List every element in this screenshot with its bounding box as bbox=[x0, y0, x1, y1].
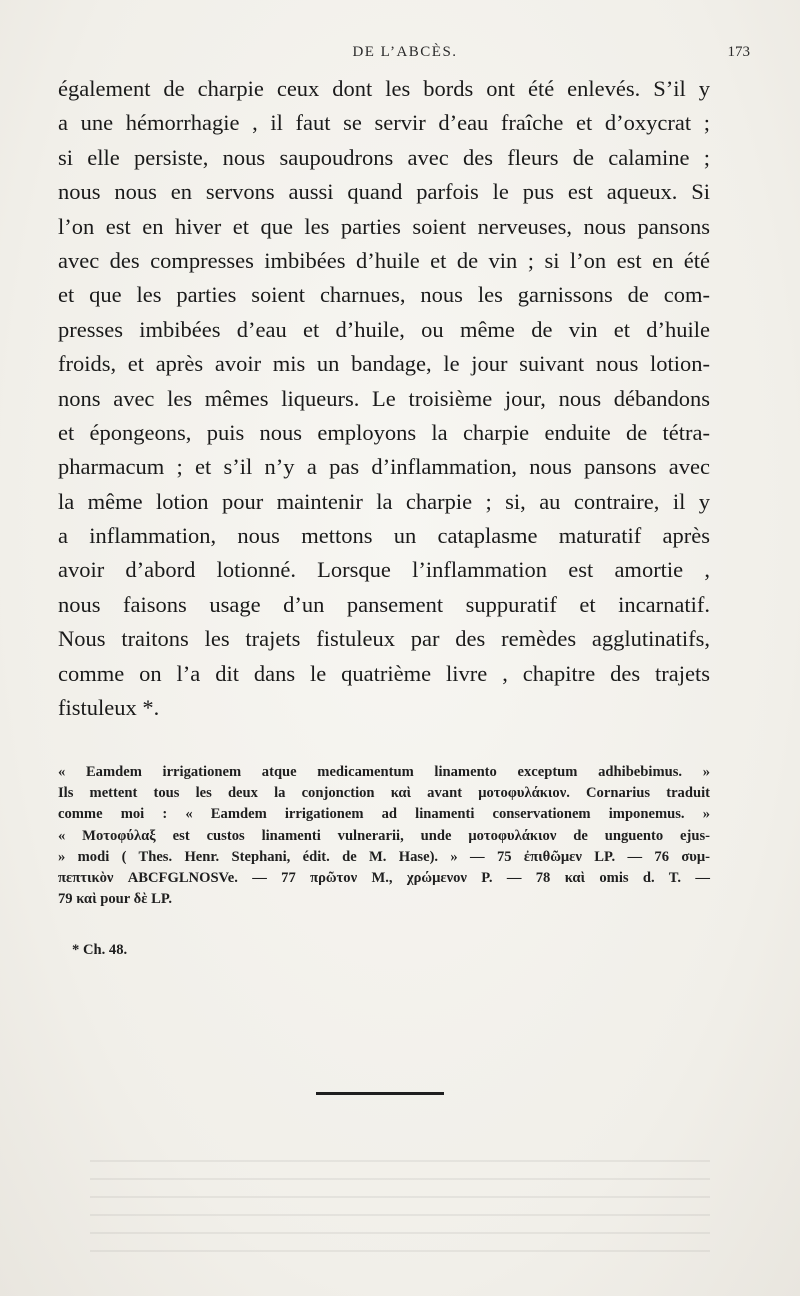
body-line: avoir d’abord lotionné. Lorsque l’inflammation est amortie , bbox=[58, 557, 710, 583]
body-line: pharmacum ; et s’il n’y a pas d’inflammation, nous pansons avec bbox=[58, 454, 710, 480]
body-line: l’on est en hiver et que les parties soient nerveuses, nous pansons bbox=[58, 213, 710, 239]
body-line: nous faisons usage d’un pansement suppuratif et incarnatif. bbox=[58, 591, 710, 617]
body-line: fistuleux *. bbox=[58, 695, 160, 721]
body-line: Nous traitons les trajets fistuleux par des remèdes agglutinatifs, bbox=[58, 626, 710, 652]
footnote-line: comme moi : « Eamdem irrigationem ad linamenti conservationem imponemus. » bbox=[58, 806, 710, 823]
body-line: a une hémorrhagie , il faut se servir d’eau fraîche et d’oxycrat ; bbox=[58, 110, 710, 136]
page-number: 173 bbox=[727, 44, 750, 60]
body-line: et épongeons, puis nous employons la charpie enduite de tétra- bbox=[58, 419, 710, 445]
footnote-line: Ils mettent tous les deux la conjonction καὶ avant μοτοφυλάκιον. Cornarius traduit bbox=[58, 785, 710, 802]
show-through-texture bbox=[90, 1160, 710, 1260]
footnote-line: » modi ( Thes. Henr. Stephani, édit. de M. Hase). » — 75 ἐπιθῶμεν LP. — 76 συμ- bbox=[58, 848, 710, 865]
footnote-line: 79 καὶ pour δὲ LP. bbox=[58, 891, 173, 908]
body-line: nous nous en servons aussi quand parfois le pus est aqueux. Si bbox=[58, 179, 710, 205]
body-line: avec des compresses imbibées d’huile et de vin ; si l’on est en été bbox=[58, 247, 710, 273]
body-line: la même lotion pour maintenir la charpie ; si, au contraire, il y bbox=[58, 488, 710, 514]
body-line: a inflammation, nous mettons un cataplasme maturatif après bbox=[58, 523, 710, 549]
reference-note: * Ch. 48. bbox=[72, 942, 128, 958]
footnote-line: « Μοτοφύλαξ est custos linamenti vulnerarii, unde μοτοφυλάκιον de unguento ejus- bbox=[58, 827, 710, 844]
body-line: et que les parties soient charnues, nous les garnissons de com- bbox=[58, 282, 710, 308]
body-line: si elle persiste, nous saupoudrons avec des fleurs de calamine ; bbox=[58, 144, 710, 170]
body-text bbox=[58, 72, 710, 725]
running-title: DE L’ABCÈS. bbox=[352, 44, 458, 60]
body-line: froids, et après avoir mis un bandage, le jour suivant nous lotion- bbox=[58, 351, 710, 377]
body-line: nons avec les mêmes liqueurs. Le troisième jour, nous débandons bbox=[58, 385, 710, 411]
end-rule bbox=[316, 1092, 444, 1095]
body-line: presses imbibées d’eau et d’huile, ou même de vin et d’huile bbox=[58, 316, 710, 342]
critical-apparatus bbox=[58, 762, 710, 910]
body-line: comme on l’a dit dans le quatrième livre , chapitre des trajets bbox=[58, 660, 710, 686]
footnote-line: « Eamdem irrigationem atque medicamentum linamento exceptum adhibebimus. » bbox=[58, 764, 710, 780]
footnote-line: πεπτικὸν ABCFGLNOSVe. — 77 πρῶτον M., χρώμενον P. — 78 καὶ omis d. T. — bbox=[58, 869, 710, 886]
body-line: également de charpie ceux dont les bords ont été enlevés. S’il y bbox=[58, 76, 710, 101]
running-head bbox=[60, 44, 750, 68]
